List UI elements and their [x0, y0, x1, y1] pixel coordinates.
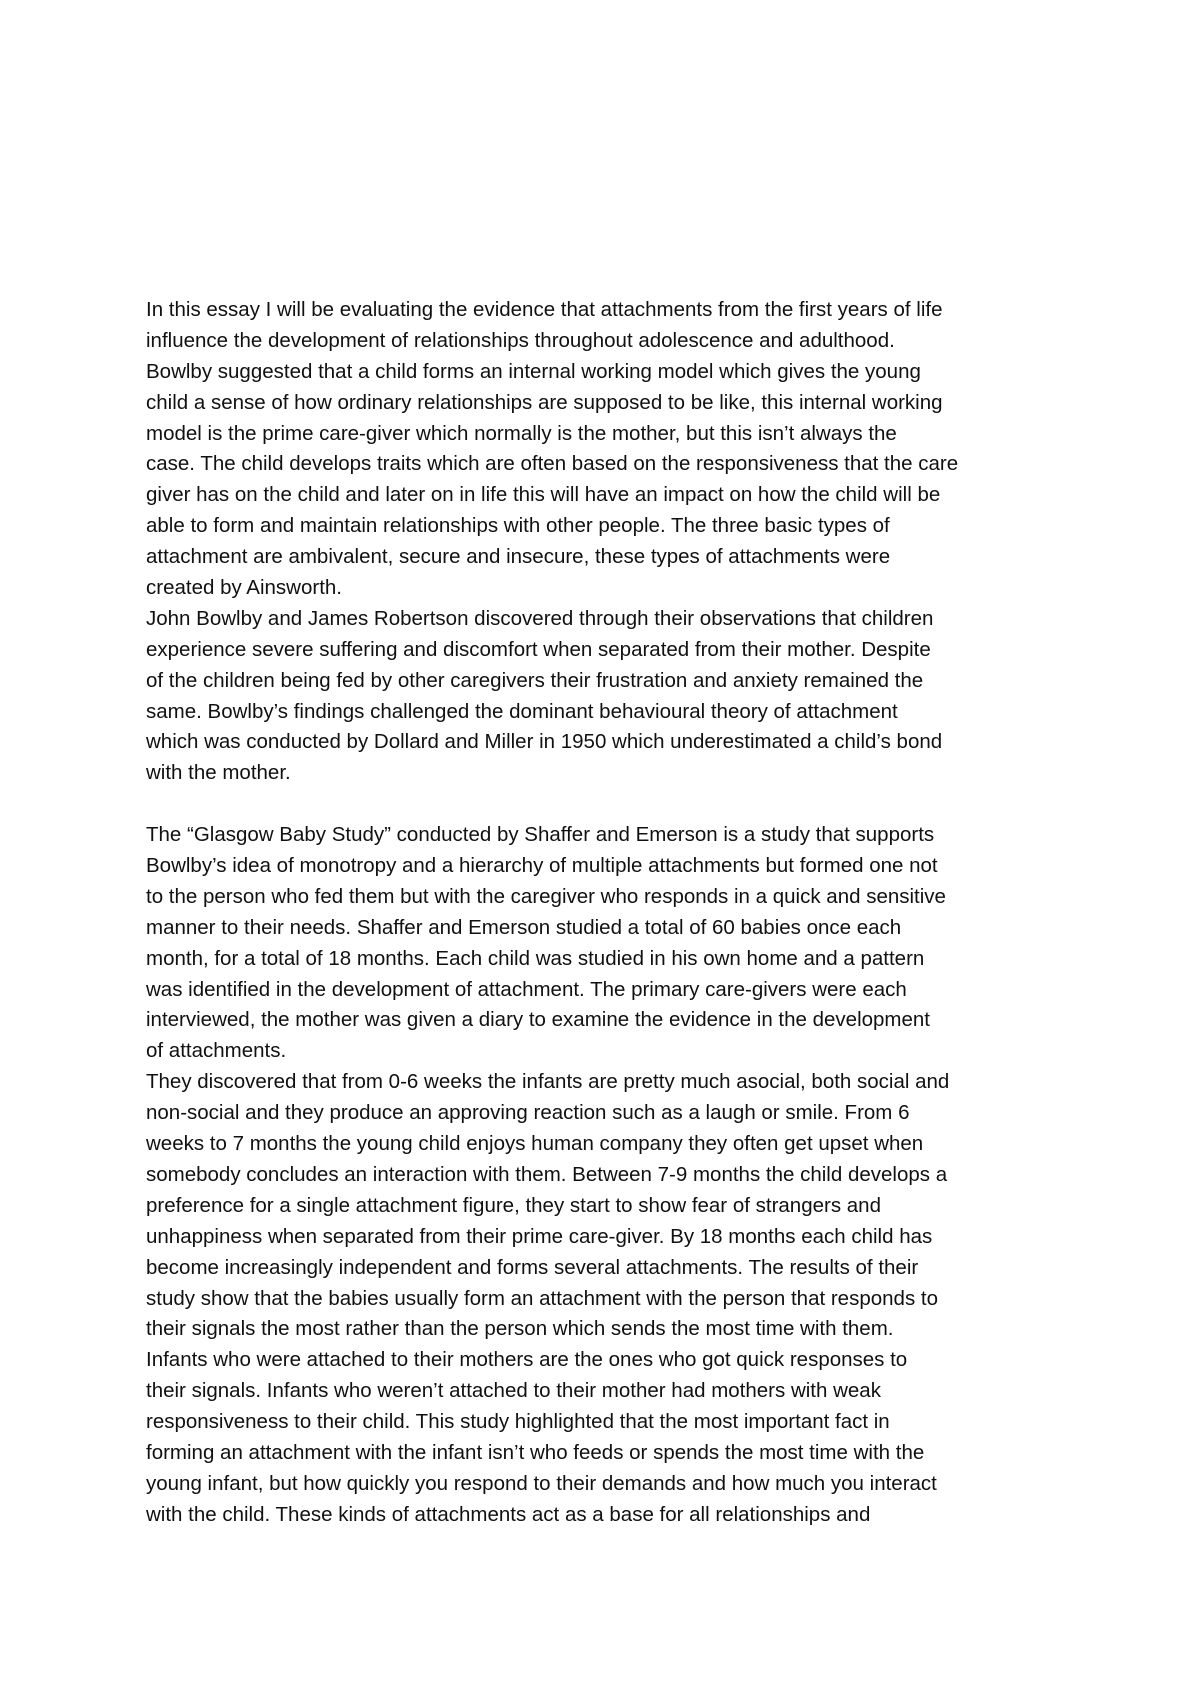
text-line: non-social and they produce an approving reaction such as a laugh or smile. From 6: [146, 1101, 910, 1125]
text-line: interviewed, the mother was given a diary to examine the evidence in the development: [146, 1008, 931, 1032]
text-line: They discovered that from 0-6 weeks the infants are pretty much asocial, both social and: [146, 1070, 950, 1094]
text-line: manner to their needs. Shaffer and Emerson studied a total of 60 babies once each: [146, 915, 902, 939]
text-line: responsiveness to their child. This study highlighted that the most important fact in: [146, 1410, 890, 1434]
text-line: Bowlby suggested that a child forms an internal working model which gives the young: [146, 359, 921, 383]
text-line: with the child. These kinds of attachments act as a base for all relationships and: [146, 1502, 871, 1526]
text-line: The “Glasgow Baby Study” conducted by Shaffer and Emerson is a study that supports: [146, 823, 935, 847]
text-line: experience severe suffering and discomfort when separated from their mother. Despite: [146, 637, 931, 661]
text-line: same. Bowlby’s findings challenged the dominant behavioural theory of attachment: [146, 699, 898, 723]
text-line: case. The child develops traits which are often based on the responsiveness that the care: [146, 452, 959, 476]
text-line: giver has on the child and later on in life this will have an impact on how the child will be: [146, 483, 941, 507]
text-line: influence the development of relationships throughout adolescence and adulthood.: [146, 328, 895, 352]
text-line: study show that the babies usually form an attachment with the person that responds to: [146, 1286, 938, 1310]
text-line: their signals the most rather than the person which sends the most time with them.: [146, 1317, 894, 1341]
text-line: forming an attachment with the infant isn’t who feeds or spends the most time with the: [146, 1440, 925, 1464]
text-line: weeks to 7 months the young child enjoys human company they often get upset when: [146, 1132, 924, 1156]
text-line: preference for a single attachment figure, they start to show fear of strangers and: [146, 1193, 881, 1217]
paragraph-spacer: [146, 789, 1086, 820]
text-line: of attachments.: [146, 1039, 287, 1063]
text-line: young infant, but how quickly you respond to their demands and how much you interact: [146, 1471, 937, 1495]
text-line: somebody concludes an interaction with them. Between 7-9 months the child develops a: [146, 1162, 948, 1186]
paragraph-introduction: [146, 295, 1086, 604]
text-line: of the children being fed by other caregivers their frustration and anxiety remained the: [146, 668, 924, 692]
text-line: In this essay I will be evaluating the evidence that attachments from the first years of life: [146, 298, 943, 321]
text-line: was identified in the development of attachment. The primary care-givers were each: [146, 977, 907, 1001]
essay-body: [146, 295, 1086, 1531]
text-line: child a sense of how ordinary relationships are supposed to be like, this internal working: [146, 390, 943, 414]
text-line: with the mother.: [146, 761, 291, 785]
text-line: which was conducted by Dollard and Miller in 1950 which underestimated a child’s bond: [146, 730, 943, 754]
text-line: unhappiness when separated from their prime care-giver. By 18 months each child has: [146, 1224, 933, 1248]
text-line: Infants who were attached to their mothers are the ones who got quick responses to: [146, 1348, 908, 1372]
paragraph-glasgow-study: [146, 820, 1086, 1067]
text-line: to the person who fed them but with the caregiver who responds in a quick and sensitive: [146, 884, 946, 908]
text-line: Bowlby’s idea of monotropy and a hierarchy of multiple attachments but formed one not: [146, 854, 938, 878]
text-line: attachment are ambivalent, secure and insecure, these types of attachments were: [146, 545, 891, 569]
text-line: model is the prime care-giver which normally is the mother, but this isn’t always the: [146, 421, 897, 445]
text-line: become increasingly independent and forms several attachments. The results of their: [146, 1255, 919, 1279]
text-line: created by Ainsworth.: [146, 576, 342, 600]
paragraph-findings: [146, 1067, 1086, 1530]
paragraph-bowlby-robertson: [146, 604, 1086, 789]
text-line: able to form and maintain relationships with other people. The three basic types of: [146, 514, 890, 538]
text-line: month, for a total of 18 months. Each child was studied in his own home and a pattern: [146, 946, 925, 970]
text-line: John Bowlby and James Robertson discovered through their observations that children: [146, 606, 934, 630]
text-line: their signals. Infants who weren’t attached to their mother had mothers with weak: [146, 1379, 881, 1403]
